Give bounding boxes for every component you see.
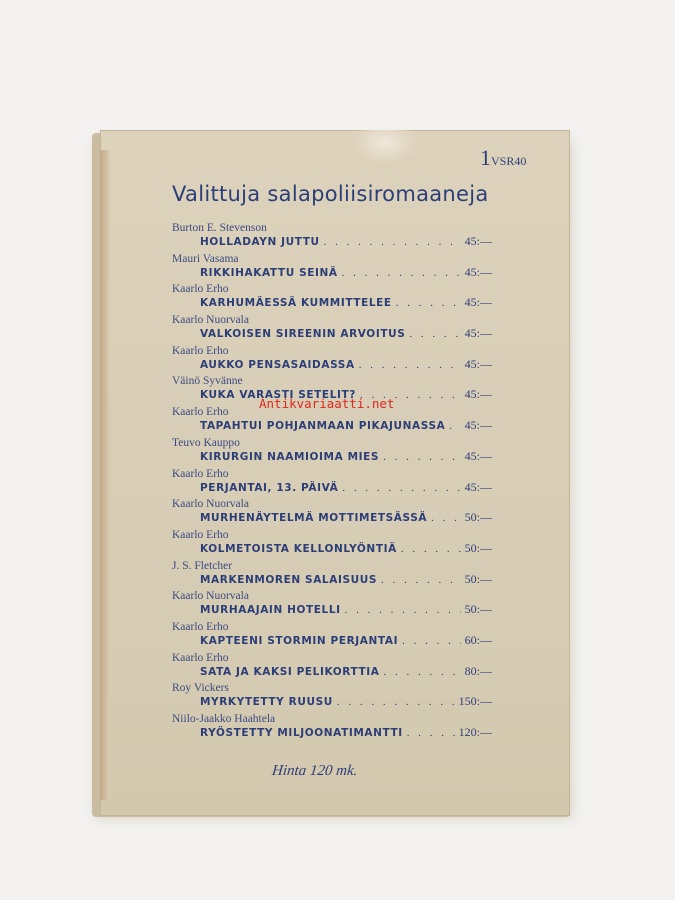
book-price: 150:— bbox=[458, 694, 492, 709]
price-note: Hinta 120 mk. bbox=[271, 763, 359, 779]
leader-dots bbox=[337, 696, 455, 708]
leader-dots bbox=[409, 328, 460, 340]
list-item bbox=[172, 529, 492, 560]
book-title: KUKA VARASTI SETELIT? bbox=[200, 389, 356, 402]
list-item bbox=[172, 713, 492, 744]
book-line bbox=[200, 633, 492, 648]
book-line bbox=[200, 541, 492, 556]
series-number: 1 bbox=[480, 145, 491, 170]
book-author: Teuvo Kauppo bbox=[172, 436, 240, 449]
book-author: Väinö Syvänne bbox=[172, 375, 243, 388]
book-line bbox=[200, 510, 492, 525]
book-author: Kaarlo Nuorvala bbox=[172, 498, 249, 511]
book-title: HOLLADAYN JUTTU bbox=[200, 236, 320, 248]
book-author: Kaarlo Erho bbox=[172, 467, 229, 480]
series-code bbox=[480, 145, 526, 171]
leader-dots bbox=[396, 297, 461, 309]
leader-dots bbox=[345, 604, 461, 616]
book-price: 45:— bbox=[464, 418, 492, 433]
list-item bbox=[172, 283, 492, 314]
list-item bbox=[172, 652, 492, 683]
list-item bbox=[172, 621, 492, 652]
book-price: 50:— bbox=[464, 602, 492, 617]
book-line bbox=[200, 295, 492, 310]
book-price: 45:— bbox=[464, 326, 492, 341]
book-title: MURHENÄYTELMÄ MOTTIMETSÄSSÄ bbox=[200, 512, 428, 525]
book-title: KARHUMÄESSÄ KUMMITTELEE bbox=[200, 297, 392, 310]
list-item bbox=[172, 345, 492, 376]
book-title: MARKENMOREN SALAISUUS bbox=[200, 573, 378, 586]
book-line bbox=[200, 480, 492, 495]
book-line bbox=[200, 265, 492, 280]
book-list bbox=[172, 222, 492, 744]
book-line bbox=[200, 357, 492, 372]
leader-dots bbox=[402, 635, 461, 647]
leader-dots bbox=[407, 727, 455, 739]
book-author: Kaarlo Erho bbox=[172, 651, 229, 664]
book-price: 50:— bbox=[464, 571, 492, 586]
book-author: Kaarlo Erho bbox=[172, 344, 229, 357]
leader-dots bbox=[342, 267, 461, 279]
leader-dots bbox=[324, 236, 461, 248]
book-author: Kaarlo Erho bbox=[172, 406, 229, 419]
book-title: RIKKIHAKATTU SEINÄ bbox=[200, 266, 338, 279]
book-price: 45:— bbox=[464, 295, 492, 310]
book-title: KAPTEENI STORMIN PERJANTAI bbox=[200, 634, 399, 647]
book-line bbox=[200, 725, 492, 740]
book-title: TAPAHTUI POHJANMAAN PIKAJUNASSA bbox=[200, 420, 446, 433]
book-line bbox=[200, 572, 492, 587]
leader-dots bbox=[449, 420, 460, 432]
leader-dots bbox=[383, 451, 461, 463]
book-author: Kaarlo Nuorvala bbox=[172, 314, 249, 327]
book-title: RYÖSTETTY MILJOONATIMANTTI bbox=[200, 727, 403, 739]
book-author: Kaarlo Erho bbox=[172, 620, 229, 633]
book-price: 45:— bbox=[464, 448, 492, 463]
list-item bbox=[172, 682, 492, 713]
book-author: Mauri Vasama bbox=[172, 252, 239, 265]
book-line bbox=[200, 664, 492, 679]
leader-dots bbox=[359, 359, 461, 371]
list-item bbox=[172, 468, 492, 499]
series-suffix: VSR40 bbox=[491, 154, 527, 168]
book-line bbox=[200, 326, 492, 341]
watermark-text: Antikvariaatti.net bbox=[259, 396, 395, 411]
list-heading: Valittuja salapoliisiromaaneja bbox=[172, 182, 489, 206]
book-title: SATA JA KAKSI PELIKORTTIA bbox=[200, 665, 380, 678]
book-price: 60:— bbox=[464, 632, 492, 647]
book-price: 80:— bbox=[464, 663, 492, 678]
leader-dots bbox=[383, 666, 460, 678]
book-spine-edge bbox=[100, 150, 110, 800]
book-price: 45:— bbox=[464, 264, 492, 279]
leader-dots bbox=[381, 574, 461, 586]
book-author: Kaarlo Nuorvala bbox=[172, 590, 249, 603]
book-price: 45:— bbox=[464, 234, 492, 248]
book-price: 45:— bbox=[464, 479, 492, 494]
book-price: 45:— bbox=[464, 387, 492, 402]
list-item bbox=[172, 314, 492, 345]
book-title: KOLMETOISTA KELLONLYÖNTIÄ bbox=[200, 542, 397, 555]
book-line bbox=[200, 418, 492, 433]
list-item bbox=[172, 253, 492, 284]
book-author: Kaarlo Erho bbox=[172, 283, 229, 296]
leader-dots bbox=[401, 543, 461, 555]
book-line bbox=[200, 234, 492, 249]
book-title: AUKKO PENSASAIDASSA bbox=[200, 358, 355, 371]
book-price: 50:— bbox=[464, 540, 492, 555]
book-price: 50:— bbox=[464, 510, 492, 525]
book-title: KIRURGIN NAAMIOIMA MIES bbox=[200, 450, 380, 463]
book-line bbox=[200, 449, 492, 464]
book-title: PERJANTAI, 13. PÄIVÄ bbox=[200, 481, 339, 494]
book-title: MURHAAJAIN HOTELLI bbox=[200, 604, 341, 617]
list-item bbox=[172, 222, 492, 253]
book-price: 45:— bbox=[464, 356, 492, 371]
book-author: Niilo-Jaakko Haahtela bbox=[172, 713, 276, 725]
list-item bbox=[172, 437, 492, 468]
book-line bbox=[200, 694, 492, 709]
book-author: Kaarlo Erho bbox=[172, 528, 229, 541]
leader-dots bbox=[342, 482, 460, 494]
list-item bbox=[172, 498, 492, 529]
list-item bbox=[172, 590, 492, 621]
book-title: VALKOISEN SIREENIN ARVOITUS bbox=[200, 328, 406, 341]
book-author: Burton E. Stevenson bbox=[172, 222, 267, 234]
book-title: MYRKYTETTY RUUSU bbox=[200, 696, 333, 709]
book-price: 120:— bbox=[458, 725, 492, 739]
list-item bbox=[172, 560, 492, 591]
book-author: Roy Vickers bbox=[172, 682, 229, 695]
cover-tear bbox=[355, 130, 415, 162]
leader-dots bbox=[431, 512, 461, 524]
book-author: J. S. Fletcher bbox=[172, 559, 233, 572]
book-line bbox=[200, 602, 492, 617]
